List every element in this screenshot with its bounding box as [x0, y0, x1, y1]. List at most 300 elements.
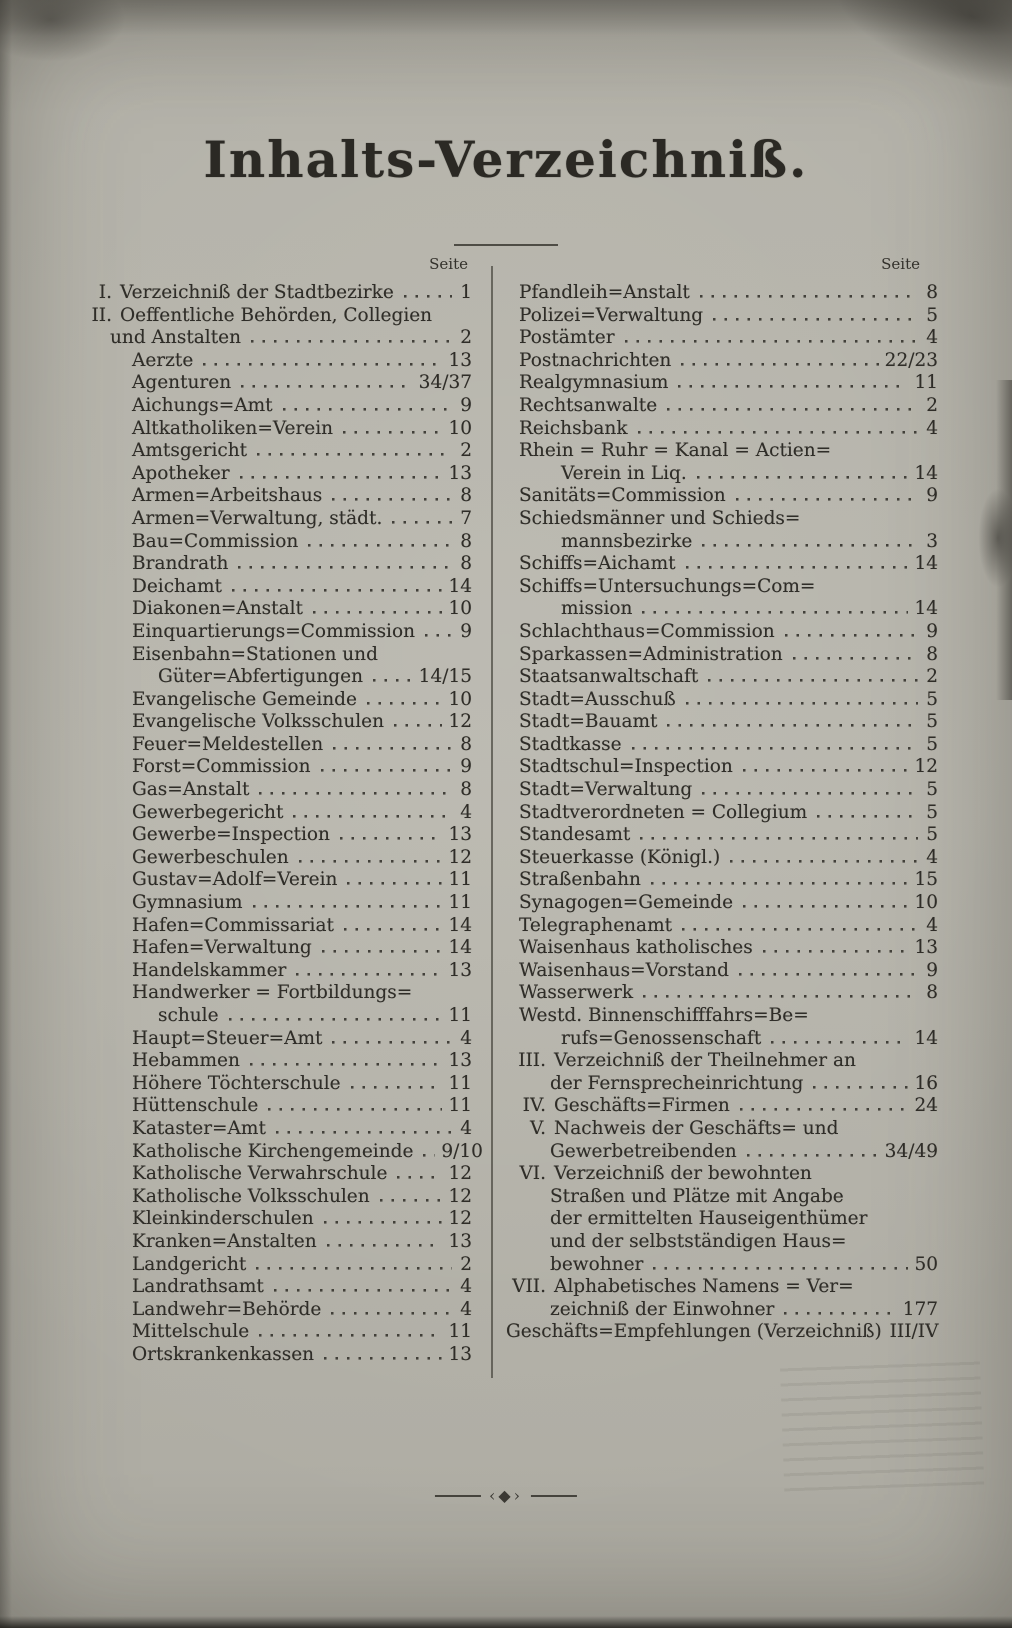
- toc-line: [519, 734, 938, 757]
- entry-page-number: 14: [448, 575, 472, 597]
- entry-page-number: 4: [460, 801, 472, 823]
- entry-label: Armen=Verwaltung, städt.: [132, 507, 383, 529]
- toc-entry: [506, 937, 938, 960]
- dot-leader: [740, 1104, 909, 1116]
- toc-line: [132, 711, 472, 734]
- toc-line: [132, 915, 472, 938]
- dot-leader: [313, 607, 442, 619]
- toc-entry: [84, 531, 472, 554]
- toc-line: [519, 666, 938, 689]
- toc-line: [132, 1140, 483, 1164]
- toc-line: [519, 485, 938, 508]
- dot-leader: [367, 697, 442, 709]
- toc-entry: [84, 1321, 472, 1344]
- entry-label: Stadt=Ausschuß: [519, 688, 676, 710]
- scan-smudge-right: [978, 488, 1012, 588]
- entry-page-number: 4: [460, 1117, 472, 1139]
- dot-leader: [274, 1285, 452, 1297]
- entry-page-number: 13: [448, 959, 472, 981]
- toc-line: [132, 508, 472, 531]
- entry-roman-numeral: V.: [529, 1117, 546, 1139]
- entry-page-number: 2: [926, 666, 938, 688]
- entry-label: Gymnasium: [132, 892, 243, 914]
- entry-label: Aichungs=Amt: [132, 394, 273, 416]
- toc-entry: [506, 485, 938, 508]
- dot-leader: [250, 1059, 443, 1071]
- toc-entry: [506, 1095, 938, 1118]
- entry-roman-numeral: VII.: [512, 1276, 546, 1298]
- dot-leader: [653, 1262, 908, 1274]
- toc-entry: [506, 1050, 938, 1095]
- toc-line: [519, 644, 938, 667]
- toc-line: [506, 1141, 938, 1164]
- entry-label: Eisenbahn=Stationen und: [132, 643, 378, 665]
- entry-label: Rechtsanwalte: [519, 394, 658, 416]
- dot-leader: [293, 810, 452, 822]
- toc-entry: [84, 508, 472, 531]
- entry-roman-numeral: IV.: [522, 1095, 546, 1117]
- toc-line: [132, 937, 472, 960]
- toc-entry: [84, 892, 472, 915]
- entry-page-number: 14: [448, 914, 472, 936]
- entry-page-number: 11: [448, 1321, 472, 1343]
- toc-line: [519, 531, 938, 554]
- entry-label: Nachweis der Geschäfts= und: [554, 1117, 839, 1139]
- toc-entry: [506, 372, 938, 395]
- dot-leader: [397, 1172, 442, 1184]
- dot-leader: [238, 562, 452, 574]
- entry-page-number: 9: [460, 620, 472, 642]
- entry-label: Amtsgericht: [132, 440, 248, 462]
- toc-entry: [84, 734, 472, 757]
- toc-entry: [506, 666, 938, 689]
- toc-entry: [506, 847, 938, 870]
- dot-leader: [333, 742, 452, 754]
- entry-label: Postnachrichten: [519, 349, 672, 371]
- toc-entry: [506, 576, 938, 621]
- entry-label: Höhere Töchterschule: [132, 1072, 341, 1094]
- toc-line: [519, 847, 938, 870]
- toc-entry: [84, 395, 472, 418]
- toc-entry: [84, 915, 472, 938]
- dot-leader: [259, 788, 452, 800]
- entry-page-number: 177: [902, 1298, 938, 1320]
- toc-line: [519, 598, 938, 621]
- toc-line: [132, 1095, 472, 1118]
- toc-line: [519, 779, 938, 802]
- toc-line: [132, 689, 472, 712]
- toc-line: [506, 1118, 938, 1141]
- toc-entry: [506, 915, 938, 938]
- toc-entry: [84, 1231, 472, 1254]
- toc-entry: [506, 1118, 938, 1163]
- toc-line: [132, 1276, 472, 1299]
- dot-leader: [686, 697, 918, 709]
- entry-page-number: 12: [448, 1185, 472, 1207]
- entry-page-number: 5: [926, 688, 938, 710]
- entry-page-number: 8: [926, 982, 938, 1004]
- dot-leader: [697, 471, 909, 483]
- entry-label: Katholische Verwahrschule: [132, 1163, 388, 1185]
- toc-entry: [506, 802, 938, 825]
- dot-leader: [793, 652, 918, 664]
- toc-entry: [84, 1073, 472, 1096]
- toc-line: [519, 915, 938, 938]
- toc-line: [132, 734, 472, 757]
- toc-line: [132, 1344, 472, 1367]
- entry-label: Gewerbeschulen: [132, 846, 289, 868]
- dot-leader: [743, 765, 909, 777]
- dot-leader: [251, 336, 452, 348]
- entry-label: Geschäfts=Empfehlungen (Verzeichniß): [506, 1321, 882, 1343]
- dot-leader: [241, 381, 413, 393]
- toc-entry: [506, 869, 938, 892]
- dot-leader: [763, 946, 909, 958]
- toc-entry: [84, 576, 472, 599]
- dot-leader: [700, 291, 918, 303]
- toc-line: [132, 1163, 472, 1186]
- entry-label: Realgymnasium: [519, 372, 669, 394]
- entry-label: Evangelische Gemeinde: [132, 688, 357, 710]
- entry-page-number: 5: [926, 824, 938, 846]
- entry-page-number: 11: [448, 1005, 472, 1026]
- toc-entry: [84, 802, 472, 825]
- toc-line: [132, 1321, 472, 1344]
- toc-entry: [84, 621, 472, 644]
- entry-label: Sparkassen=Administration: [519, 643, 783, 665]
- entry-page-number: III/IV: [889, 1321, 939, 1343]
- entry-page-number: 24: [914, 1095, 938, 1117]
- entry-page-number: 10: [914, 892, 938, 914]
- toc-line: [506, 1299, 938, 1322]
- dot-leader: [344, 923, 443, 935]
- entry-label: bewohner: [550, 1253, 644, 1275]
- entry-label: Schiffs=Untersuchungs=Com=: [519, 575, 816, 597]
- toc-line: [132, 418, 472, 441]
- dot-leader: [373, 675, 413, 687]
- entry-page-number: 14: [914, 1027, 938, 1049]
- toc-entry: [84, 372, 472, 395]
- dot-leader: [640, 833, 918, 845]
- toc-entry: [84, 982, 472, 1027]
- toc-line: [132, 440, 472, 463]
- entry-page-number: 11: [448, 869, 472, 891]
- dot-leader: [324, 1217, 443, 1229]
- entry-page-number: 5: [926, 801, 938, 823]
- entry-label: Waisenhaus=Vorstand: [519, 959, 729, 981]
- entry-label: Hebammen: [132, 1050, 240, 1072]
- toc-entry: [84, 711, 472, 734]
- toc-line: [132, 1050, 472, 1073]
- entry-label: Hafen=Commissariat: [132, 914, 334, 936]
- entry-label: Pfandleih=Anstalt: [519, 282, 690, 303]
- entry-page-number: 9: [926, 959, 938, 981]
- dot-leader: [730, 855, 918, 867]
- dot-leader: [322, 946, 443, 958]
- toc-column-right: [506, 256, 938, 1344]
- entry-page-number: 15: [914, 869, 938, 891]
- toc-entry: [506, 892, 938, 915]
- dot-leader: [257, 449, 452, 461]
- toc-line: [519, 372, 938, 395]
- toc-line: [519, 869, 938, 892]
- toc-entry: [506, 734, 938, 757]
- toc-line: [132, 1073, 472, 1096]
- entry-page-number: 1: [460, 282, 472, 303]
- entry-page-number: 4: [460, 1027, 472, 1049]
- dot-leader: [817, 810, 918, 822]
- toc-entry: [84, 1276, 472, 1299]
- entry-label: Waisenhaus katholisches: [519, 937, 753, 959]
- entry-label: Sanitäts=Commission: [519, 485, 726, 507]
- dot-leader: [638, 426, 918, 438]
- entry-page-number: 8: [460, 530, 472, 552]
- dot-leader: [702, 539, 918, 551]
- toc-line: [519, 463, 938, 486]
- entry-page-number: 9: [926, 620, 938, 642]
- entry-page-number: 14/15: [418, 666, 472, 688]
- entry-page-number: 5: [926, 733, 938, 755]
- toc-entry: [506, 1005, 938, 1050]
- dot-leader: [331, 1307, 452, 1319]
- dot-leader: [678, 381, 908, 393]
- entry-label: Handelskammer: [132, 959, 287, 981]
- entry-label: Gas=Anstalt: [132, 779, 250, 801]
- dot-leader: [785, 630, 918, 642]
- entry-label: Staatsanwaltschaft: [519, 666, 699, 688]
- toc-entry: [506, 824, 938, 847]
- toc-line: [132, 1005, 472, 1028]
- entry-label: Rhein = Ruhr = Kanal = Actien=: [519, 440, 832, 462]
- dot-leader: [739, 968, 918, 980]
- toc-line: [132, 553, 472, 576]
- dot-leader: [324, 1353, 442, 1365]
- entry-page-number: 2: [460, 1253, 472, 1275]
- dot-leader: [343, 426, 442, 438]
- dot-leader: [404, 291, 452, 303]
- toc-line: [506, 1095, 938, 1118]
- entry-page-number: 12: [448, 1208, 472, 1230]
- toc-entries-right: [506, 282, 938, 1344]
- toc-entry: [506, 1276, 938, 1321]
- entry-page-number: 12: [914, 756, 938, 778]
- entry-label: Apotheker: [132, 462, 230, 484]
- entry-page-number: 34/49: [884, 1140, 938, 1162]
- toc-entry: [506, 960, 938, 983]
- entry-label: Brandrath: [132, 553, 229, 575]
- entry-label: Schlachthaus=Commission: [519, 620, 775, 642]
- entry-page-number: 9/10: [441, 1140, 483, 1162]
- entry-page-number: 14: [914, 598, 938, 620]
- toc-line: [132, 892, 472, 915]
- toc-line: [132, 802, 472, 825]
- entry-page-number: 12: [448, 1163, 472, 1185]
- toc-line: [132, 1208, 472, 1231]
- toc-line: [519, 395, 938, 418]
- entry-label: Katholische Kirchengemeinde: [132, 1140, 414, 1162]
- toc-entry: [84, 598, 472, 621]
- entry-label: und Anstalten: [110, 327, 241, 349]
- seite-header-right: Seite: [881, 255, 920, 273]
- entry-page-number: 4: [926, 914, 938, 936]
- entry-roman-numeral: I.: [98, 282, 112, 303]
- entry-page-number: 4: [926, 417, 938, 439]
- entry-label: Forst=Commission: [132, 756, 311, 778]
- entry-label: Schiffs=Aichamt: [519, 553, 676, 575]
- entry-label: Standesamt: [519, 824, 631, 846]
- dot-leader: [747, 1149, 879, 1161]
- entry-label: Altkatholiken=Verein: [132, 417, 334, 439]
- dot-leader: [299, 855, 443, 867]
- entry-page-number: 9: [926, 485, 938, 507]
- entry-label: Diakonen=Anstalt: [132, 598, 303, 620]
- entry-label: Gewerbe=Inspection: [132, 824, 330, 846]
- entry-label: Polizei=Verwaltung: [519, 304, 704, 326]
- dot-leader: [743, 901, 908, 913]
- entry-page-number: 11: [448, 1072, 472, 1094]
- toc-entry: [84, 1163, 472, 1186]
- dot-leader: [702, 788, 918, 800]
- dot-leader: [308, 539, 452, 551]
- entry-label: Gustav=Adolf=Verein: [132, 869, 338, 891]
- toc-line: [132, 531, 472, 554]
- entry-page-number: 5: [926, 779, 938, 801]
- entry-page-number: 7: [460, 507, 472, 529]
- entry-page-number: 13: [448, 1050, 472, 1072]
- entry-label: Landwehr=Behörde: [132, 1298, 322, 1320]
- toc-entry: [506, 395, 938, 418]
- entry-page-number: 5: [926, 711, 938, 733]
- toc-entry: [506, 327, 938, 350]
- entry-label: schule: [158, 1005, 219, 1026]
- entry-label: Verzeichniß der Theilnehmer an: [554, 1050, 856, 1072]
- dot-leader: [642, 607, 908, 619]
- dot-leader: [296, 968, 442, 980]
- scan-stain-top-right: [816, 0, 1012, 100]
- toc-line: [519, 824, 938, 847]
- dot-leader: [392, 517, 452, 529]
- entry-page-number: 8: [460, 485, 472, 507]
- scan-shadow-left-edge: [0, 0, 12, 1628]
- entry-label: Agenturen: [132, 372, 232, 394]
- entry-page-number: 12: [448, 711, 472, 733]
- toc-line: [519, 440, 938, 463]
- scan-shadow-right-edge: [996, 380, 1012, 700]
- dot-leader: [632, 742, 918, 754]
- toc-line: [132, 598, 472, 621]
- entry-label: Geschäfts=Firmen: [554, 1095, 730, 1117]
- dot-leader: [351, 1081, 443, 1093]
- toc-line: [519, 802, 938, 825]
- toc-entry: [84, 440, 472, 463]
- entry-label: Schiedsmänner und Schieds=: [519, 507, 801, 529]
- dot-leader: [686, 562, 909, 574]
- dot-leader: [708, 675, 918, 687]
- entry-label: Einquartierungs=Commission: [132, 620, 416, 642]
- toc-entry: [84, 463, 472, 486]
- toc-entry: [84, 553, 472, 576]
- dot-leader: [813, 1081, 908, 1093]
- dot-leader: [340, 833, 443, 845]
- entry-page-number: 16: [914, 1072, 938, 1094]
- column-divider-rule: [491, 266, 493, 1378]
- toc-line: [132, 1118, 472, 1141]
- toc-line: [132, 1299, 472, 1322]
- dot-leader: [256, 1262, 452, 1274]
- toc-entry: [84, 1118, 472, 1141]
- entry-label: Landrathsamt: [132, 1276, 264, 1298]
- toc-line: [84, 282, 472, 305]
- entry-label: zeichniß der Einwohner: [550, 1298, 775, 1320]
- entry-label: Kataster=Amt: [132, 1117, 266, 1139]
- toc-line: [519, 576, 938, 599]
- entry-page-number: 13: [914, 937, 938, 959]
- ornament-diamond-glyph: ‹◆›: [488, 1486, 524, 1505]
- entry-label: Evangelische Volksschulen: [132, 711, 385, 733]
- entry-page-number: 10: [448, 688, 472, 710]
- toc-line: [506, 1163, 938, 1186]
- dot-leader: [203, 358, 442, 370]
- toc-line: [519, 553, 938, 576]
- toc-entry: [84, 824, 472, 847]
- entry-label: Kleinkinderschulen: [132, 1208, 314, 1230]
- toc-line: [132, 1186, 472, 1209]
- toc-entry: [84, 689, 472, 712]
- toc-line: [519, 621, 938, 644]
- dot-leader: [625, 336, 918, 348]
- toc-line: [132, 666, 472, 689]
- toc-entry: [84, 937, 472, 960]
- entry-page-number: 13: [448, 1230, 472, 1252]
- entry-label: Steuerkasse (Königl.): [519, 846, 721, 868]
- entry-label: Reichsbank: [519, 417, 628, 439]
- dot-leader: [394, 720, 442, 732]
- toc-line: [132, 350, 472, 373]
- dot-leader: [713, 313, 918, 325]
- toc-line: [132, 395, 472, 418]
- entry-page-number: 8: [460, 553, 472, 575]
- entry-page-number: 14: [914, 553, 938, 575]
- entry-label: Ortskrankenkassen: [132, 1343, 315, 1365]
- toc-entry: [84, 305, 472, 350]
- toc-entry: [84, 282, 472, 305]
- entry-label: Hafen=Verwaltung: [132, 937, 312, 959]
- dot-leader: [425, 630, 452, 642]
- toc-line: [132, 621, 472, 644]
- entry-page-number: 13: [448, 349, 472, 371]
- entry-page-number: 2: [460, 327, 472, 349]
- entry-page-number: 5: [926, 304, 938, 326]
- toc-entry: [506, 756, 938, 779]
- toc-line: [132, 1028, 472, 1051]
- toc-entry: [506, 711, 938, 734]
- toc-entry: [506, 621, 938, 644]
- entry-roman-numeral: VI.: [519, 1163, 546, 1185]
- entry-page-number: 4: [926, 846, 938, 868]
- dot-leader: [229, 1014, 443, 1026]
- toc-entry: [84, 1299, 472, 1322]
- toc-entry: [506, 982, 938, 1005]
- toc-entry: [506, 689, 938, 712]
- entry-page-number: 13: [448, 824, 472, 846]
- toc-entry: [84, 1344, 472, 1367]
- toc-line: [506, 1050, 938, 1073]
- toc-line: [519, 1028, 938, 1051]
- dot-leader: [321, 765, 453, 777]
- entry-page-number: 8: [926, 643, 938, 665]
- entry-label: Stadtkasse: [519, 733, 622, 755]
- toc-line: [519, 350, 938, 373]
